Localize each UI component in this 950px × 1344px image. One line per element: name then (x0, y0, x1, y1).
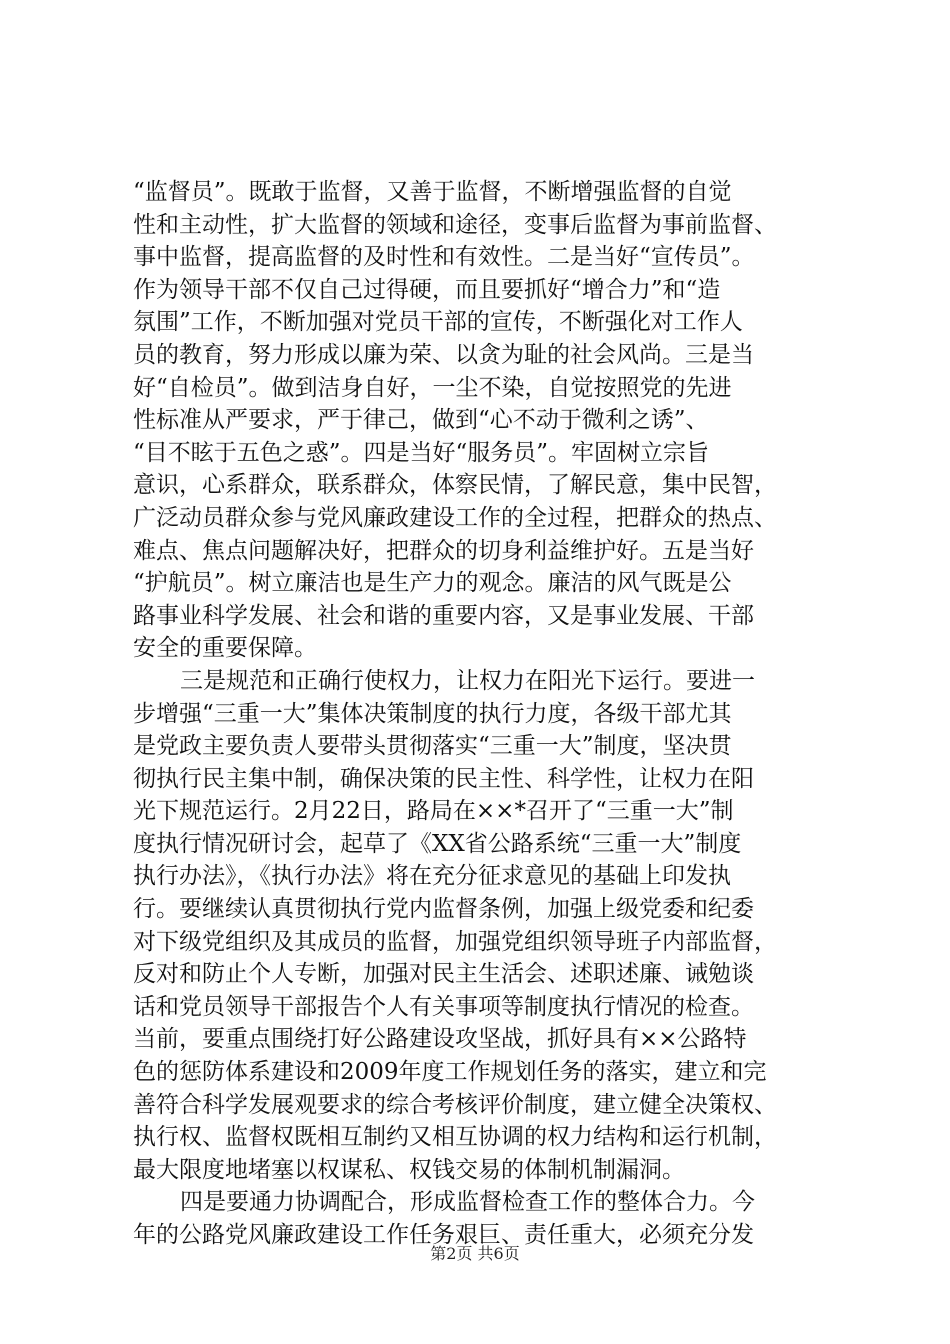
text-line: “监督员”。既敢于监督，又善于监督，不断增强监督的自觉 (133, 179, 732, 205)
text-line: 善符合科学发展观要求的综合考核评价制度，建立健全决策权、 (133, 1091, 777, 1118)
text-line: 难点、焦点问题解决好，把群众的切身利益维护好。五是当好 (133, 537, 754, 564)
text-line: 步增强“三重一大”集体决策制度的执行力度，各级干部尤其 (133, 700, 732, 727)
text-line: 是党政主要负责人要带头贯彻落实“三重一大”制度，坚决贯 (133, 733, 732, 760)
text-line: 性标准从严要求，严于律己，做到“心不动于微利之诱”、 (133, 407, 709, 434)
text-line: 反对和防止个人专断，加强对民主生活会、述职述廉、诫勉谈 (133, 961, 754, 988)
text-line: 年的公路党风廉政建设工作任务艰巨、责任重大，必须充分发 (133, 1222, 754, 1248)
text-line: “目不眩于五色之惑”。四是当好“服务员”。牢固树立宗旨 (133, 439, 710, 466)
text-line: 员的教育，努力形成以廉为荣、以贪为耻的社会风尚。三是当 (133, 341, 754, 368)
text-line: 好“自检员”。做到洁身自好，一尘不染，自觉按照党的先进 (133, 374, 732, 401)
text-line: 路事业科学发展、社会和谐的重要内容，又是事业发展、干部 (133, 602, 754, 629)
text-line: 事中监督，提高监督的及时性和有效性。二是当好“宣传员”。 (133, 244, 755, 271)
text-line: 彻执行民主集中制，确保决策的民主性、科学性，让权力在阳 (133, 765, 754, 792)
text-line: “护航员”。树立廉洁也是生产力的观念。廉洁的风气既是公 (133, 570, 732, 597)
text-line: 对下级党组织及其成员的监督，加强党组织领导班子内部监督， (133, 928, 777, 955)
text-line: 作为领导干部不仅自己过得硬，而且要抓好“增合力”和“造 (133, 276, 721, 303)
page-footer (0, 1244, 950, 1264)
text-line: 性和主动性，扩大监督的领域和途径，变事后监督为事前监督、 (133, 211, 777, 238)
text-line: 当前，要重点围绕打好公路建设攻坚战，抓好具有××公路特 (133, 1026, 747, 1053)
paragraph-start-line: 四是要通力协调配合，形成监督检查工作的整体合力。今 (180, 1189, 755, 1216)
text-line: 光下规范运行。2月22日，路局在××*召开了“三重一大”制 (133, 798, 734, 825)
text-line: 意识，心系群众，联系群众，体察民情，了解民意，集中民智， (133, 472, 777, 499)
page-number-label: 第2页 共6页 (430, 1244, 520, 1263)
text-line: 广泛动员群众参与党风廉政建设工作的全过程，把群众的热点、 (133, 504, 777, 531)
text-line: 执行权、监督权既相互制约又相互协调的权力结构和运行机制， (133, 1124, 777, 1151)
text-line: 度执行情况研讨会，起草了《XX省公路系统“三重一大”制度 (133, 830, 742, 857)
text-line: 色的惩防体系建设和2009年度工作规划任务的落实，建立和完 (133, 1059, 767, 1086)
body-text (133, 176, 833, 1252)
text-line: 话和党员领导干部报告个人有关事项等制度执行情况的检查。 (133, 993, 754, 1020)
text-line: 氛围”工作，不断加强对党员干部的宣传，不断强化对工作人 (133, 309, 743, 336)
text-line: 安全的重要保障。 (133, 635, 317, 662)
text-line: 执行办法》，《执行办法》将在充分征求意见的基础上印发执 (133, 863, 731, 890)
text-line: 最大限度地堵塞以权谋私、权钱交易的体制机制漏洞。 (133, 1156, 685, 1183)
text-line: 行。要继续认真贯彻执行党内监督条例，加强上级党委和纪委 (133, 896, 754, 923)
paragraph-start-line: 三是规范和正确行使权力，让权力在阳光下运行。要进一 (180, 667, 755, 694)
